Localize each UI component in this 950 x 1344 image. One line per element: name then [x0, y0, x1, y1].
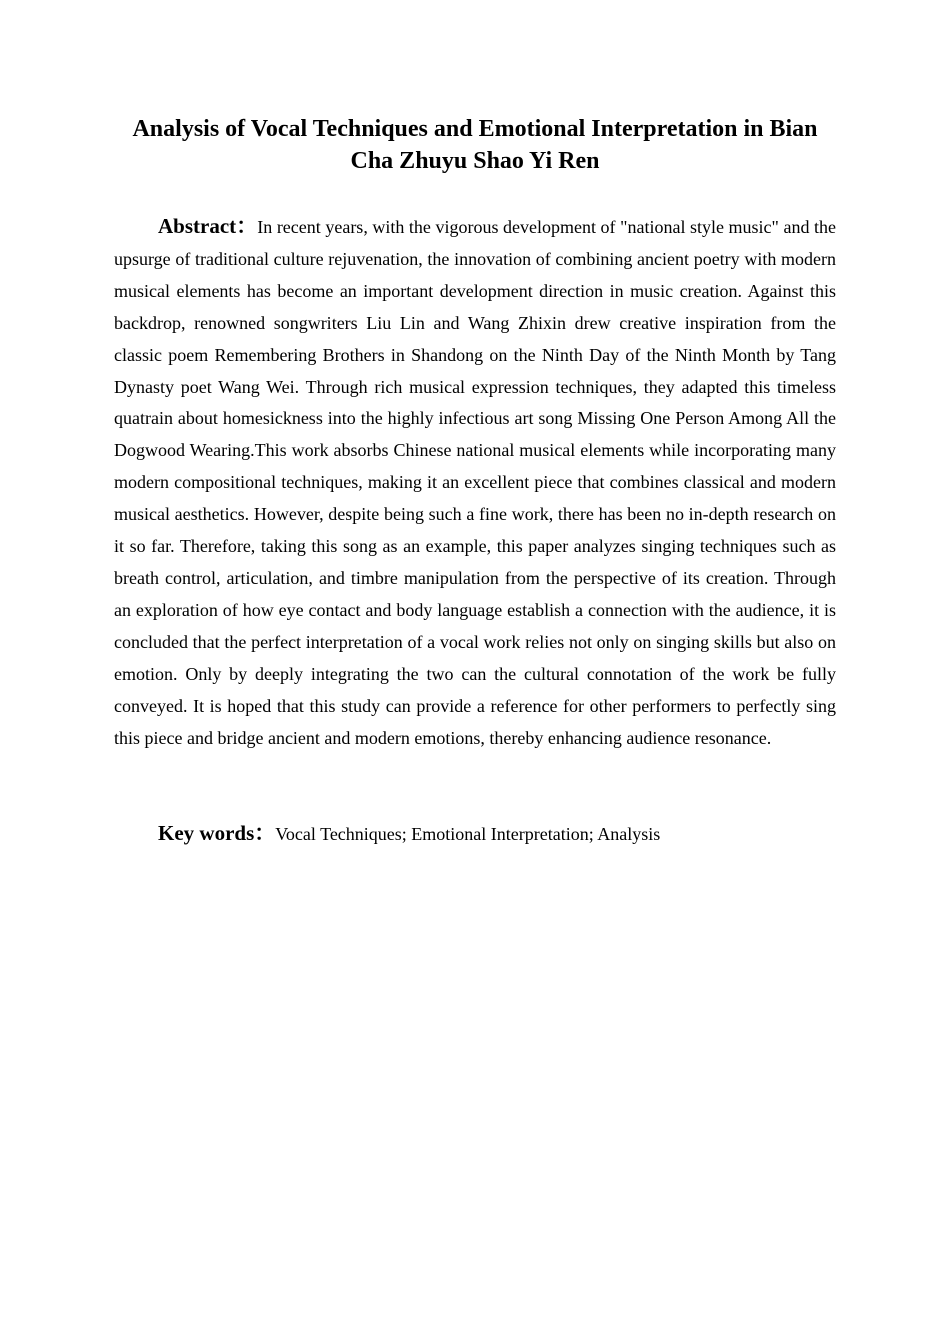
- paper-title: Analysis of Vocal Techniques and Emotional Interpretation in Bian Cha Zhuyu Shao Yi Ren: [132, 116, 818, 174]
- abstract-label: Abstract：: [158, 214, 258, 238]
- keywords-text: Vocal Techniques; Emotional Interpretation; Analysis: [275, 824, 661, 844]
- keywords-paragraph: [114, 817, 836, 850]
- abstract-text: In recent years, with the vigorous development of "national style music" and the upsurge of traditional culture rejuvenation, the innovation of combining ancient poetry with modern musical elements has become an important development direction in music creation. Against this backdrop, renowned songwriters Liu Lin and Wang Zhixin drew creative inspiration from the classic poem Remembering Brothers in Shandong on the Ninth Day of the Ninth Month by Tang Dynasty poet Wang Wei. Through rich musical expression techniques, they adapted this timeless quatrain about homesickness into the highly infectious art song Missing One Person Among All the Dogwood Wearing.This work absorbs Chinese national musical elements while incorporating many modern compositional techniques, making it an excellent piece that combines classical and modern musical aesthetics. However, despite being such a fine work, there has been no in-depth research on it so far. Therefore, taking this song as an example, this paper analyzes singing techniques such as breath control, articulation, and timbre manipulation from the perspective of its creation. Through an exploration of how eye contact and body language establish a connection with the audience, it is concluded that the perfect interpretation of a vocal work relies not only on singing skills but also on emotion. Only by deeply integrating the two can the cultural connotation of the work be fully conveyed. It is hoped that this study can provide a reference for other performers to perfectly sing this piece and bridge ancient and modern emotions, thereby enhancing audience resonance.: [114, 217, 836, 748]
- keywords-label: Key words：: [158, 821, 276, 845]
- abstract-paragraph: [114, 211, 836, 754]
